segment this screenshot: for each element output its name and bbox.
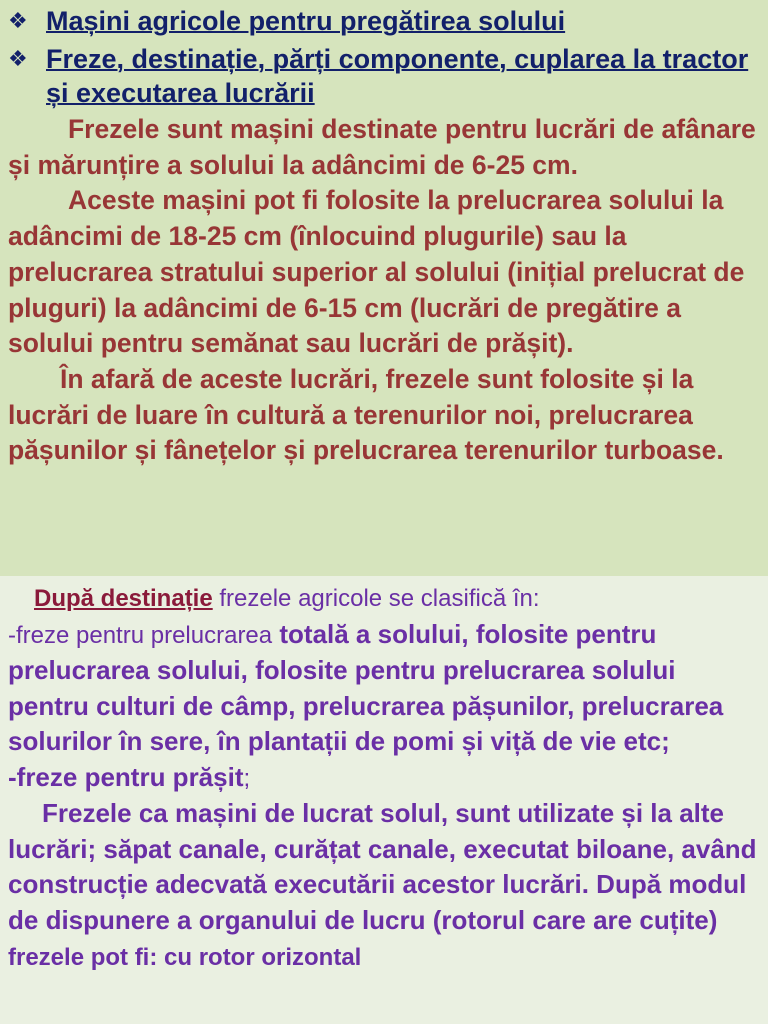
heading-2-text: Freze, destinație, părți componente, cuplarea la tractor și executarea lucrării [46,44,749,108]
diamond-bullet-icon: ❖ [8,46,28,71]
paragraph-4 [8,796,760,976]
paragraph-1 [8,112,760,183]
paragraph-3 [8,362,760,469]
list-item [8,760,760,797]
paragraph-4-text: Frezele ca mașini de lucrat solul, sunt utilizate și la alte lucrări; săpat canale, curățat canale, executat biloane, având construcție adecvată executării acestor lucrări. După modul de dispunere a organului de lucru (rotorul care are cuțite) [8,798,757,935]
item-2-end: ; [243,764,251,792]
item-2-text: -freze pentru prășit [8,761,244,792]
paragraph-3-text: În afară de aceste lucrări, frezele sunt folosite și la lucrări de luare în cultură a terenurilor noi, prelucrarea pășunilor și fânețelor și prelucrarea terenurilor turboase. [8,363,724,466]
list-item [8,617,760,760]
bottom-text-block [8,580,760,976]
top-text-block [8,112,760,469]
destination-title: După destinație [34,585,213,612]
destination-line [8,580,760,617]
item-1-lead: -freze pentru prelucrarea [8,621,273,649]
paragraph-1-text: Frezele sunt mașini destinate pentru lucrări de afânare și mărunțire a solului la adâncimi de 6-25 cm. [8,114,756,180]
item-1-text: totală a solului, folosite pentru prelucrarea solului, folosite pentru prelucrarea solului pentru culturi de câmp, prelucrarea pășunilor, prelucrarea solurilor în sere, în plantații de pomi și viță de vie etc; [8,618,724,756]
heading-1-text: Mașini agricole pentru pregătirea solului [46,6,566,36]
heading-2 [8,42,758,110]
paragraph-2-text: Aceste mașini pot fi folosite la prelucrarea solului la adâncimi de 18-25 cm (înlocuind plugurile) sau la prelucrarea stratului superior al solului (inițial prelucrat de pluguri) la adâncimi de 6-15 cm (lucrări de pregătire a solului pentru semănat sau lucrări de prășit). [8,185,745,359]
destination-rest: frezele agricole se clasifică în: [212,585,540,612]
paragraph-2 [8,183,760,362]
paragraph-4-tail: frezele pot fi: cu rotor orizontal [8,944,362,971]
heading-1 [8,4,758,38]
diamond-bullet-icon: ❖ [8,8,28,33]
